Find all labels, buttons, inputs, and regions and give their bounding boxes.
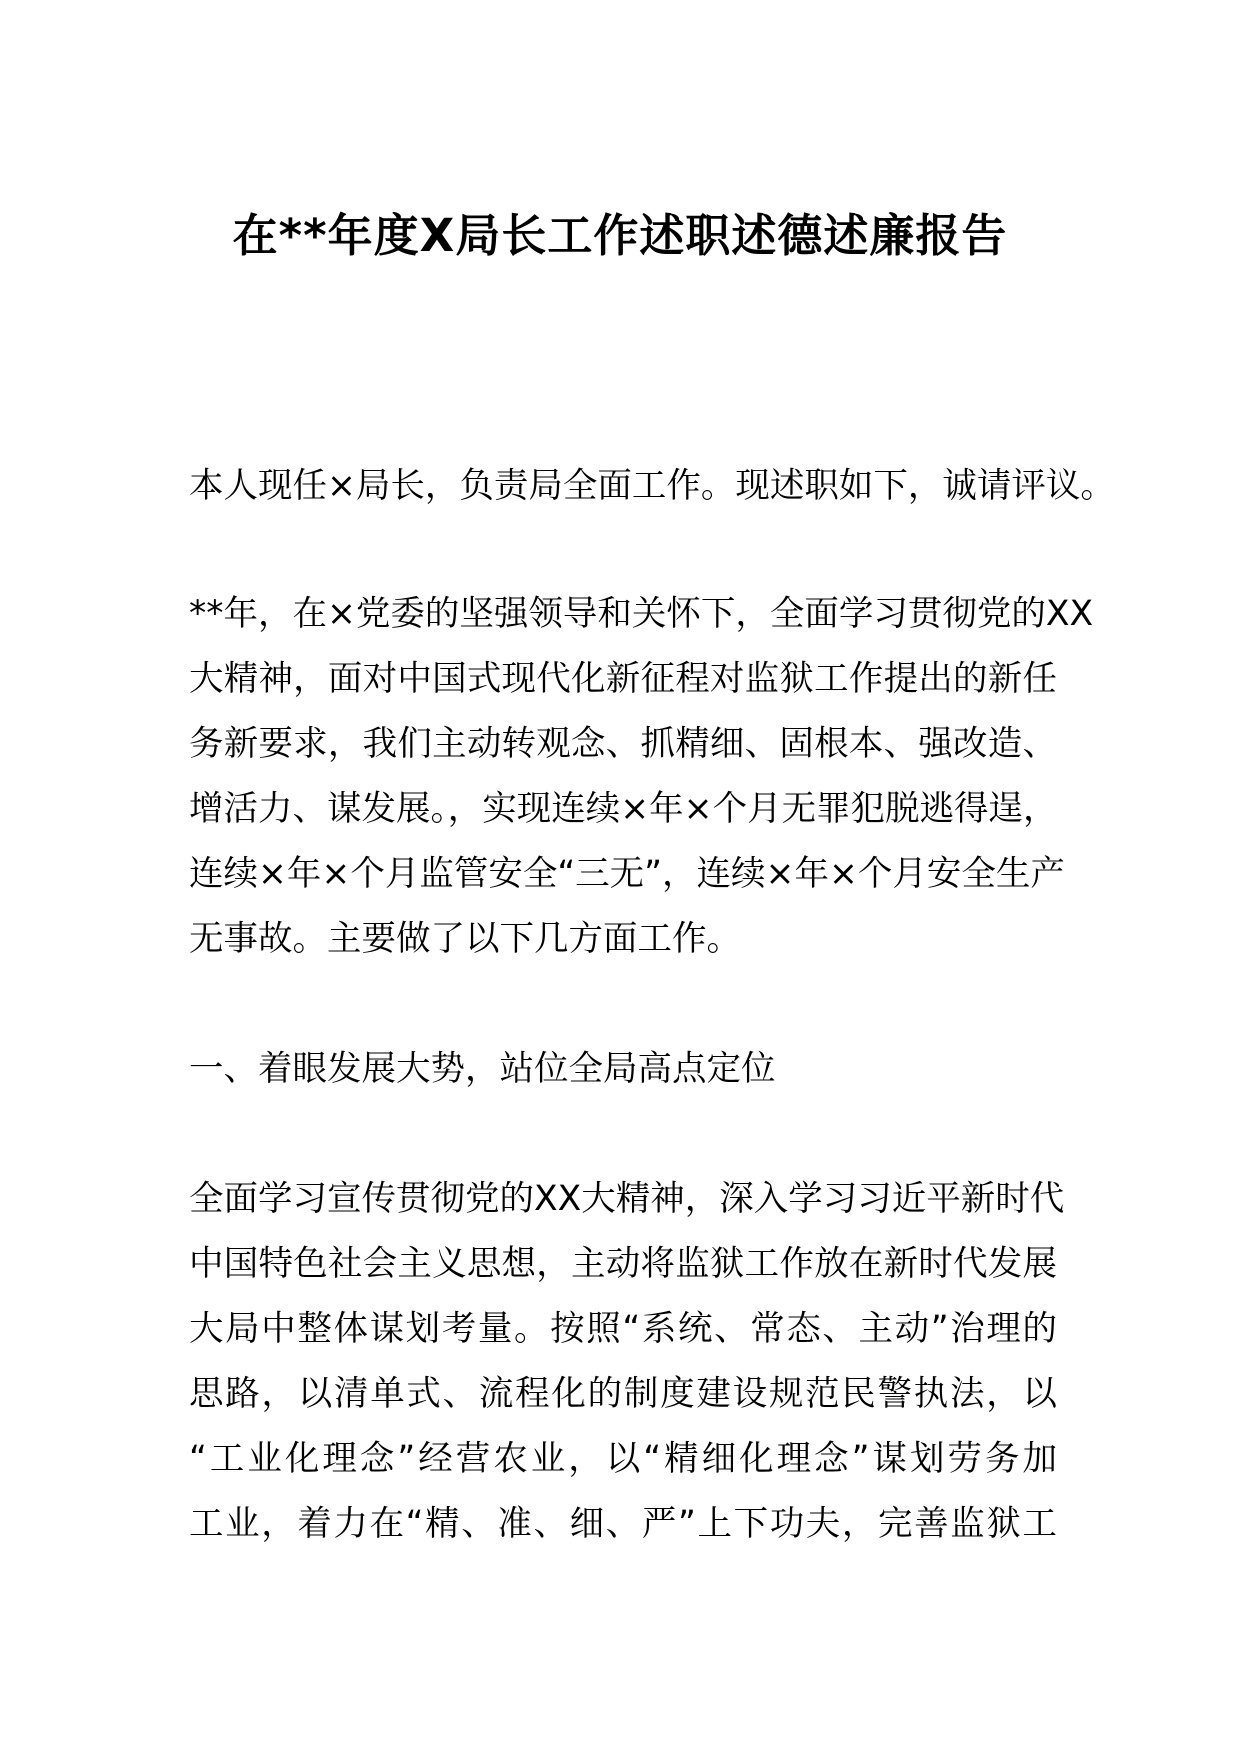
- text-line: 务新要求，我们主动转观念、抓精细、固根本、强改造、: [189, 724, 1057, 764]
- text-line: 全面学习宣传贯彻党的XX大精神，深入学习习近平新时代: [189, 1179, 1065, 1219]
- intro-paragraph: [189, 454, 1115, 519]
- text-line: **年，在×党委的坚强领导和关怀下，全面学习贯彻党的XX: [189, 594, 1094, 634]
- text-line: 无事故。主要做了以下几方面工作。: [189, 919, 741, 959]
- text-line: 中国特色社会主义思想，主动将监狱工作放在新时代发展: [189, 1244, 1057, 1284]
- overview-paragraph: [189, 582, 1094, 972]
- section-heading-1: [189, 1037, 1057, 1102]
- text-line: 大局中整体谋划考量。按照“系统、常态、主动”治理的: [189, 1309, 1057, 1349]
- text-line: 本人现任×局长，负责局全面工作。现述职如下，诚请评议。: [189, 466, 1115, 506]
- text-line: 连续×年×个月监管安全“三无”，连续×年×个月安全生产: [189, 854, 1065, 894]
- text-line: 大精神，面对中国式现代化新征程对监狱工作提出的新任: [189, 659, 1057, 699]
- section-1-paragraph: [189, 1167, 1065, 1557]
- text-line: 增活力、谋发展。，实现连续×年×个月无罪犯脱逃得逞，: [189, 789, 1058, 829]
- text-line: 工业，着力在“精、准、细、严”上下功夫，完善监狱工: [189, 1504, 1057, 1544]
- document-title: 在**年度X局长工作述职述德述廉报告: [232, 209, 1008, 262]
- text-line: 一、着眼发展大势，站位全局高点定位: [189, 1049, 776, 1089]
- text-line: “工业化理念”经营农业，以“精细化理念”谋划劳务加: [189, 1439, 1057, 1479]
- text-line: 思路，以清单式、流程化的制度建设规范民警执法，以: [189, 1374, 1057, 1414]
